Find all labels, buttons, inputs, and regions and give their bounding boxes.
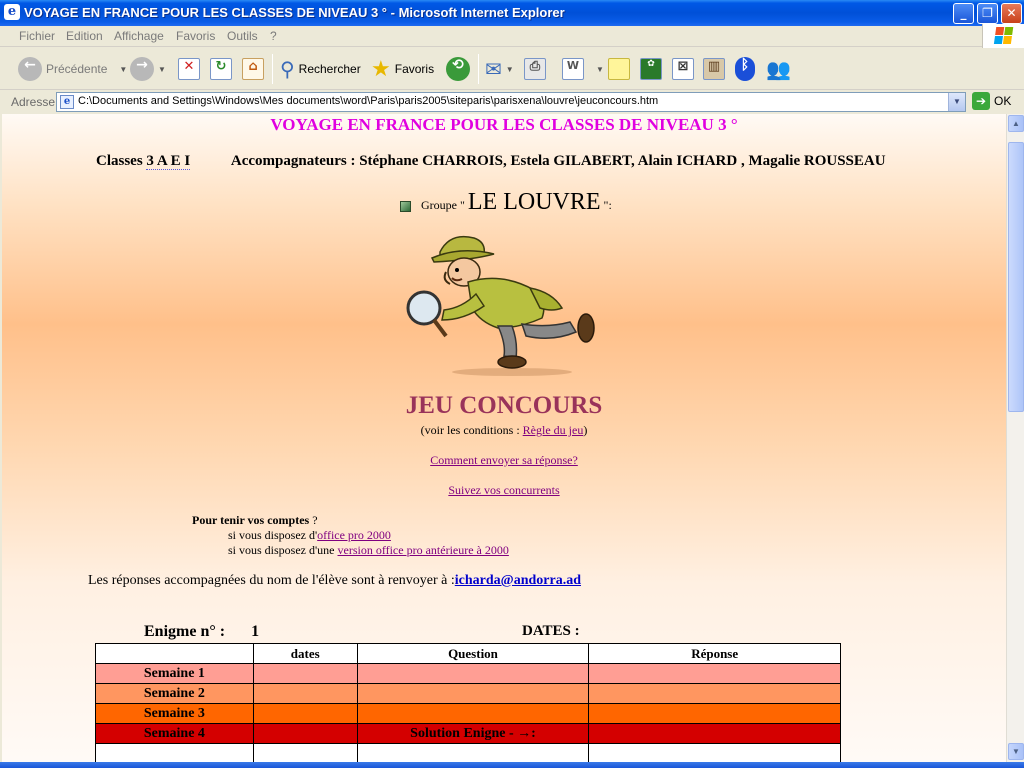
comment-envoyer-row xyxy=(2,453,1006,468)
week-label: Semaine 4 xyxy=(96,724,254,744)
close-button[interactable]: ✕ xyxy=(1001,3,1022,24)
search-label: Rechercher xyxy=(298,62,361,76)
question-cell xyxy=(357,744,589,763)
groupe-name: LE LOUVRE xyxy=(467,189,601,215)
status-bar xyxy=(0,762,1024,768)
menu-bar xyxy=(0,26,1024,47)
week-label: Semaine 1 xyxy=(96,664,254,684)
comptes-q: ? xyxy=(309,513,318,527)
question-cell xyxy=(357,684,589,704)
forward-button[interactable] xyxy=(130,56,166,82)
books-icon: ▥ xyxy=(703,58,725,80)
forward-arrow-icon: → xyxy=(130,57,154,81)
suivez-concurrents-link[interactable]: Suivez vos concurrents xyxy=(448,483,560,497)
refresh-button[interactable] xyxy=(210,56,232,82)
research-button[interactable] xyxy=(703,56,725,82)
menu-outils[interactable]: Outils xyxy=(227,29,258,43)
window-title: VOYAGE EN FRANCE POUR LES CLASSES DE NIVEAU 3 ° - Microsoft Internet Explorer xyxy=(24,5,565,20)
groupe-line xyxy=(400,189,612,216)
reponses-line xyxy=(88,573,581,589)
network-button[interactable] xyxy=(672,56,694,82)
home-icon: ⌂ xyxy=(242,58,264,80)
bluetooth-icon: ᛒ xyxy=(735,57,755,81)
print-button[interactable] xyxy=(524,56,546,82)
comptes-block xyxy=(192,513,509,558)
table-header-cell: Réponse xyxy=(589,644,841,664)
title-bar xyxy=(0,0,1024,26)
regle-du-jeu-link[interactable]: Règle du jeu xyxy=(522,423,584,437)
page-title: VOYAGE EN FRANCE POUR LES CLASSES DE NIVEAU 3 ° xyxy=(270,115,738,134)
voir-prefix: (voir les conditions : xyxy=(420,423,523,437)
week-label: Semaine 3 xyxy=(96,704,254,724)
office-pro-2000-link[interactable]: office pro 2000 xyxy=(317,528,391,542)
table-header-cell xyxy=(96,644,254,664)
edit-dropdown-icon[interactable]: ▼ xyxy=(596,64,604,74)
address-url: C:\Documents and Settings\Windows\Mes documents\word\Paris\paris2005\siteparis\parisxena\louvre\jeuconcours.htm xyxy=(78,95,659,107)
comment-envoyer-link[interactable]: Comment envoyer sa réponse? xyxy=(430,453,578,467)
bullet-icon xyxy=(400,201,411,212)
classes-value: 3 A E I xyxy=(146,153,191,169)
question-cell: Solution Enigne - →: xyxy=(357,724,589,744)
page-content xyxy=(2,114,1006,762)
print-icon: ⎙ xyxy=(524,58,546,80)
favorites-label: Favoris xyxy=(394,62,435,76)
page-icon: e xyxy=(60,95,74,109)
search-button[interactable] xyxy=(280,56,361,82)
scroll-thumb[interactable] xyxy=(1008,142,1024,412)
groupe-prefix: Groupe " xyxy=(421,198,468,212)
menu-affichage[interactable]: Affichage xyxy=(114,29,164,43)
search-icon: ⚲ xyxy=(280,57,295,81)
voir-suffix: ) xyxy=(583,423,588,437)
bluetooth-button[interactable] xyxy=(735,56,755,82)
home-button[interactable] xyxy=(242,56,264,82)
classes-prefix: Classes xyxy=(96,153,147,169)
reponse-cell xyxy=(589,664,841,684)
network-icon: ⊠ xyxy=(672,58,694,80)
dates-cell xyxy=(253,684,357,704)
history-icon: ⟲ xyxy=(446,57,470,81)
minimize-button[interactable]: _ xyxy=(953,3,974,24)
messenger-button[interactable] xyxy=(766,56,791,82)
back-arrow-icon: ← xyxy=(18,57,42,81)
windows-logo-icon xyxy=(982,24,1024,48)
menu-favoris[interactable]: Favoris xyxy=(176,29,216,43)
history-button[interactable] xyxy=(446,56,470,82)
comptes-title: Pour tenir vos comptes xyxy=(192,513,310,527)
go-arrow-icon: ➔ xyxy=(972,92,990,110)
enigme-line xyxy=(144,623,259,641)
address-label: Adresse xyxy=(11,95,56,109)
back-button[interactable] xyxy=(18,56,127,82)
classes-line xyxy=(96,153,886,170)
reponse-cell xyxy=(589,704,841,724)
table-row xyxy=(96,664,841,684)
messenger-icon: 👥 xyxy=(766,57,791,81)
office-anterieure-link[interactable]: version office pro antérieure à 2000 xyxy=(337,543,509,557)
enigme-label: Enigme n° : xyxy=(144,623,226,640)
address-bar xyxy=(0,91,1024,113)
maximize-button[interactable]: ❐ xyxy=(977,3,998,24)
icq-button[interactable] xyxy=(640,56,662,82)
dates-cell xyxy=(253,704,357,724)
menu-help[interactable]: ? xyxy=(270,29,277,43)
notes-button[interactable] xyxy=(608,56,630,82)
dates-cell xyxy=(253,744,357,763)
menu-edition[interactable]: Edition xyxy=(66,29,103,43)
table-row xyxy=(96,704,841,724)
sticky-note-icon xyxy=(608,58,630,80)
scroll-down-icon[interactable]: ▼ xyxy=(1008,743,1024,760)
enigme-number: 1 xyxy=(251,623,260,640)
groupe-suffix: ": xyxy=(600,198,612,212)
table-header-cell: Question xyxy=(357,644,589,664)
week-label: Semaine 2 xyxy=(96,684,254,704)
table-header-row xyxy=(96,644,841,664)
table-header-cell: dates xyxy=(253,644,357,664)
reponse-cell xyxy=(589,744,841,763)
stop-button[interactable] xyxy=(178,56,200,82)
dates-cell xyxy=(253,664,357,684)
vertical-scrollbar[interactable] xyxy=(1006,114,1024,762)
reponses-text: Les réponses accompagnées du nom de l'élève sont à renvoyer à : xyxy=(88,573,455,588)
stop-icon: ✕ xyxy=(178,58,200,80)
star-icon: ★ xyxy=(371,56,391,82)
table-row xyxy=(96,684,841,704)
week-label xyxy=(96,744,254,763)
ie-icon: e xyxy=(4,4,20,20)
mail-button[interactable] xyxy=(485,56,514,82)
reponse-cell xyxy=(589,724,841,744)
go-button[interactable] xyxy=(972,92,1011,110)
jeu-concours-title: JEU CONCOURS xyxy=(405,392,603,419)
dates-cell xyxy=(253,724,357,744)
table-row xyxy=(96,744,841,763)
question-cell xyxy=(357,664,589,684)
line2-prefix: si vous disposez d'une xyxy=(228,543,338,557)
back-label: Précédente xyxy=(46,62,108,76)
refresh-icon: ↻ xyxy=(210,58,232,80)
go-label: OK xyxy=(994,94,1012,108)
line1-prefix: si vous disposez d' xyxy=(228,528,318,542)
email-link[interactable]: icharda@andorra.ad xyxy=(454,573,581,588)
question-cell xyxy=(357,704,589,724)
favorites-button[interactable] xyxy=(371,56,434,82)
word-icon: W xyxy=(562,58,584,80)
mail-icon: ✉ xyxy=(485,57,502,81)
address-input[interactable] xyxy=(56,92,966,112)
icq-pro-icon: ✿ xyxy=(640,58,662,80)
dates-label: DATES : xyxy=(522,623,580,639)
forward-dropdown-icon[interactable]: ▼ xyxy=(158,64,166,74)
edit-word-button[interactable] xyxy=(562,56,604,82)
back-dropdown-icon[interactable]: ▼ xyxy=(119,64,128,74)
address-dropdown-icon[interactable]: ▼ xyxy=(948,93,965,111)
table-row xyxy=(96,724,841,744)
menu-fichier[interactable]: Fichier xyxy=(19,29,56,43)
detective-illustration xyxy=(402,232,602,377)
standard-toolbar xyxy=(0,48,1024,90)
voir-conditions xyxy=(2,423,1006,438)
enigme-table xyxy=(95,643,841,762)
mail-dropdown-icon[interactable]: ▼ xyxy=(505,64,514,74)
accompagnateurs: Accompagnateurs : Stéphane CHARROIS, Estela GILABERT, Alain ICHARD , Magalie ROUSSEAU xyxy=(230,153,886,169)
suivez-row xyxy=(2,483,1006,498)
scroll-up-icon[interactable]: ▲ xyxy=(1008,115,1024,132)
reponse-cell xyxy=(589,684,841,704)
